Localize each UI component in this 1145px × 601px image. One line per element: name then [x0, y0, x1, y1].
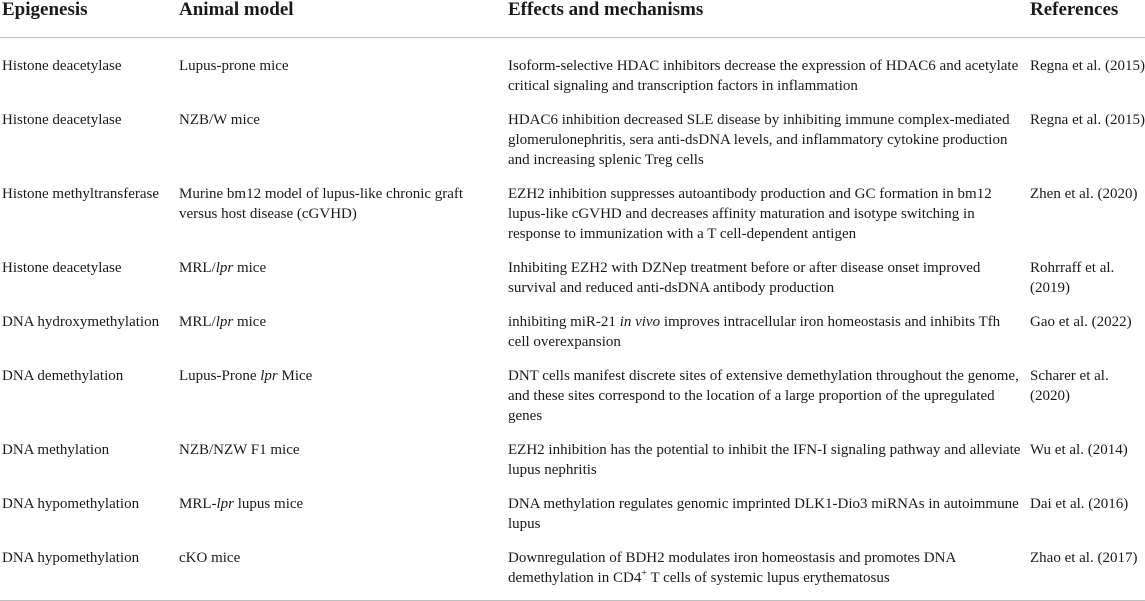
model-text: NZB/W mice — [179, 112, 260, 128]
cell-reference — [1028, 480, 1145, 534]
cell-animal-model — [177, 480, 506, 534]
effect-text: DNA methylation regulates genomic imprinted DLK1-Dio3 miRNAs in autoimmune lupus — [508, 496, 1019, 532]
reference-text: Gao et al. (2022) — [1030, 314, 1132, 330]
cell-effects — [506, 298, 1028, 352]
model-text-suffix: Mice — [277, 368, 313, 384]
cell-effects — [506, 352, 1028, 426]
model-italic-text: lpr — [215, 314, 234, 330]
cell-epigenesis — [0, 298, 177, 352]
effect-text: Downregulation of BDH2 modulates iron homeostasis and promotes DNA demethylation in CD4 — [508, 550, 956, 586]
effect-text: HDAC6 inhibition decreased SLE disease by inhibiting immune complex-mediated glomerulonephritis, sera anti-dsDNA levels, and inflammatory cytokine production and increasing splenic Treg cells — [508, 112, 1010, 168]
cell-animal-model — [177, 244, 506, 298]
epigenesis-text: Histone deacetylase — [2, 112, 122, 128]
epigenesis-text: DNA demethylation — [2, 368, 124, 384]
reference-text: Regna et al. (2015) — [1030, 112, 1145, 128]
epigenesis-text: DNA hypomethylation — [2, 550, 140, 566]
reference-text: Regna et al. (2015) — [1030, 58, 1145, 74]
table-row — [0, 352, 1145, 426]
model-text-suffix: mice — [233, 260, 267, 276]
epigenesis-text: DNA hydroxymethylation — [2, 314, 160, 330]
effect-text: DNT cells manifest discrete sites of extensive demethylation throughout the genome, and these sites correspond to the location of a large proportion of the upregulated genes — [508, 368, 1019, 424]
table-header — [0, 0, 1145, 38]
model-italic-text: lpr — [216, 496, 235, 512]
cell-reference — [1028, 352, 1145, 426]
cell-epigenesis — [0, 170, 177, 244]
table-row — [0, 298, 1145, 352]
reference-text: Zhen et al. (2020) — [1030, 186, 1138, 202]
reference-text: Rohrraff et al. (2019) — [1030, 260, 1115, 296]
model-text: MRL/ — [179, 314, 216, 330]
reference-text: Dai et al. (2016) — [1030, 496, 1129, 512]
model-italic-text: lpr — [260, 368, 278, 384]
effect-text: Isoform-selective HDAC inhibitors decrease the expression of HDAC6 and acetylate critical signaling and transcription factors in inflammation — [508, 58, 1019, 94]
cell-effects — [506, 426, 1028, 480]
model-text-suffix: lupus mice — [234, 496, 304, 512]
cell-epigenesis — [0, 426, 177, 480]
table-body — [0, 38, 1145, 601]
cell-reference — [1028, 170, 1145, 244]
epigenesis-text: Histone deacetylase — [2, 58, 122, 74]
model-text: cKO mice — [179, 550, 241, 566]
cell-reference — [1028, 534, 1145, 601]
cell-epigenesis — [0, 352, 177, 426]
cell-epigenesis — [0, 96, 177, 170]
cell-animal-model — [177, 352, 506, 426]
table-row — [0, 480, 1145, 534]
cell-animal-model — [177, 170, 506, 244]
header-row — [0, 0, 1145, 38]
reference-text: Wu et al. (2014) — [1030, 442, 1128, 458]
cell-animal-model — [177, 534, 506, 601]
cell-animal-model — [177, 298, 506, 352]
cell-effects — [506, 96, 1028, 170]
effect-text-tail: T cells of systemic lupus erythematosus — [646, 570, 890, 586]
effect-italic-text: in vivo — [619, 314, 661, 330]
reference-text: Zhao et al. (2017) — [1030, 550, 1138, 566]
cell-epigenesis — [0, 244, 177, 298]
model-text: Lupus-Prone — [179, 368, 261, 384]
cell-effects — [506, 534, 1028, 601]
cell-reference — [1028, 244, 1145, 298]
effect-text-middle: improves intracellular iron homeostasis and inhibits Tfh cell overexpansion — [508, 314, 1001, 350]
table-row — [0, 170, 1145, 244]
reference-text: Scharer et al. (2020) — [1030, 368, 1109, 404]
epigenesis-text: DNA methylation — [2, 442, 110, 458]
epigenesis-text: Histone deacetylase — [2, 260, 122, 276]
cell-epigenesis — [0, 480, 177, 534]
cell-effects — [506, 38, 1028, 97]
model-text: Lupus-prone mice — [179, 58, 289, 74]
model-italic-text: lpr — [215, 260, 234, 276]
epigenesis-text: DNA hypomethylation — [2, 496, 140, 512]
epigenesis-text: Histone methyltransferase — [2, 186, 160, 202]
header-epigenesis: Epigenesis — [0, 0, 177, 38]
table-row — [0, 244, 1145, 298]
effect-superscript: + — [641, 568, 647, 579]
cell-reference — [1028, 96, 1145, 170]
cell-reference — [1028, 38, 1145, 97]
table-row — [0, 96, 1145, 170]
header-references: References — [1028, 0, 1145, 38]
model-text-suffix: mice — [233, 314, 267, 330]
cell-reference — [1028, 298, 1145, 352]
cell-animal-model — [177, 38, 506, 97]
model-text: NZB/NZW F1 mice — [179, 442, 300, 458]
model-text: MRL- — [179, 496, 217, 512]
model-text: Murine bm12 model of lupus-like chronic graft versus host disease (cGVHD) — [179, 186, 464, 222]
header-effects: Effects and mechanisms — [506, 0, 1028, 38]
cell-animal-model — [177, 426, 506, 480]
header-animal-model: Animal model — [177, 0, 506, 38]
effect-text: inhibiting miR-21 — [508, 314, 620, 330]
model-text: MRL/ — [179, 260, 216, 276]
cell-reference — [1028, 426, 1145, 480]
cell-effects — [506, 244, 1028, 298]
cell-effects — [506, 170, 1028, 244]
effect-text: EZH2 inhibition has the potential to inhibit the IFN-I signaling pathway and alleviate lupus nephritis — [508, 442, 1021, 478]
table-row — [0, 534, 1145, 601]
cell-animal-model — [177, 96, 506, 170]
effect-text: Inhibiting EZH2 with DZNep treatment before or after disease onset improved survival and reduced anti-dsDNA antibody production — [508, 260, 981, 296]
table-row — [0, 38, 1145, 97]
cell-effects — [506, 480, 1028, 534]
cell-epigenesis — [0, 534, 177, 601]
table-row — [0, 426, 1145, 480]
cell-epigenesis — [0, 38, 177, 97]
effect-text: EZH2 inhibition suppresses autoantibody production and GC formation in bm12 lupus-like cGVHD and decreases affinity maturation and isotype switching in response to immunization with a T cell-dependent antigen — [508, 186, 992, 242]
